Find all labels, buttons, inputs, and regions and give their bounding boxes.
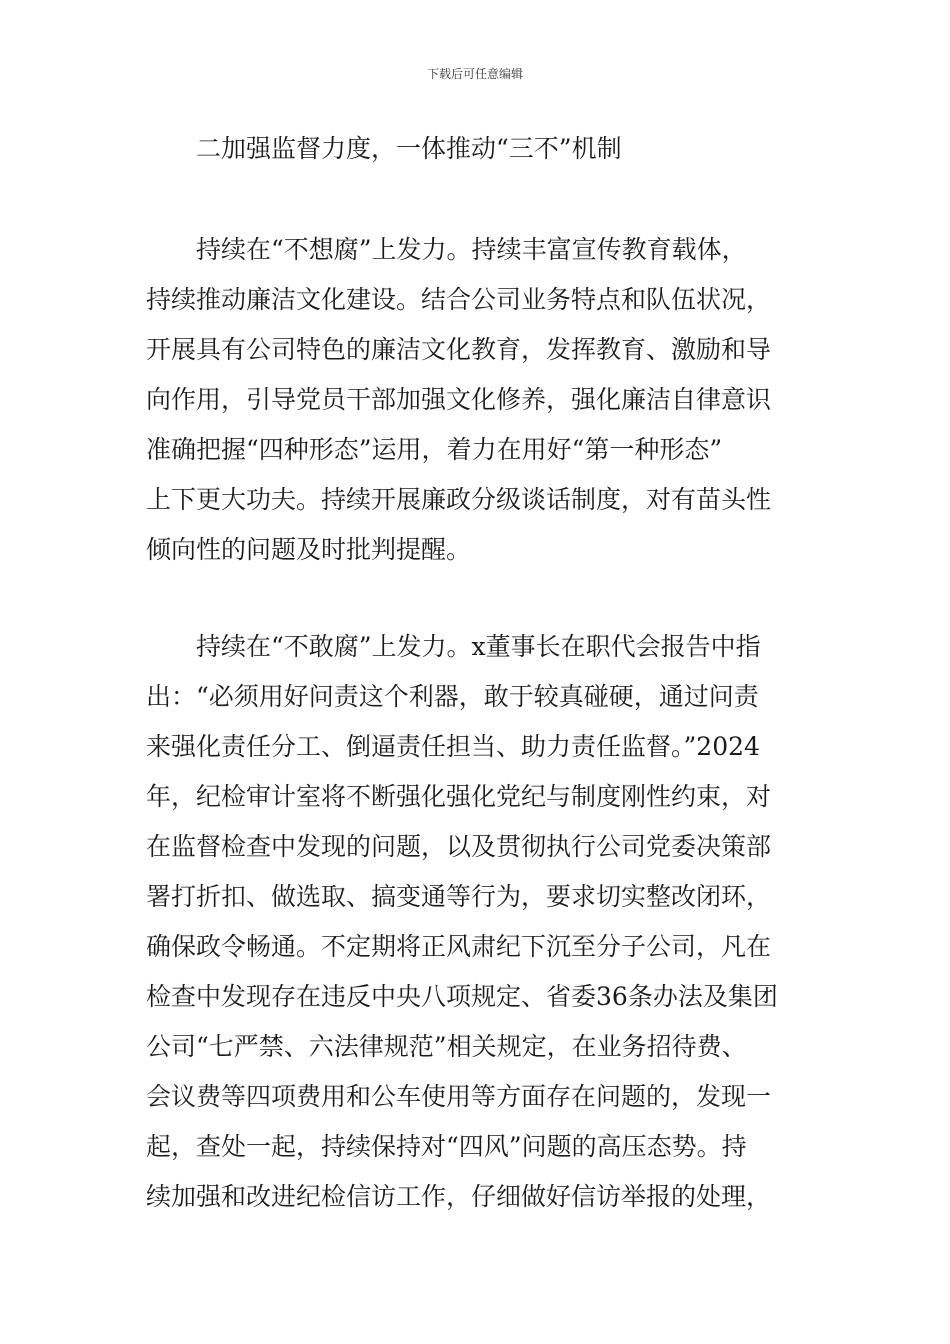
- paragraph-line: 会议费等四项费用和公车使用等方面存在问题的，发现一: [146, 1082, 772, 1111]
- paragraph-line: 出：“必须用好问责这个利器，敢于较真碰硬，通过问责: [146, 682, 759, 711]
- paragraph-line: 上下更大功夫。持续开展廉政分级谈话制度，对有苗头性: [146, 485, 772, 514]
- paragraph-line: 持续在“不敢腐”上发力。x董事长在职代会报告中指: [196, 632, 761, 661]
- section-heading: 二加强监督力度，一体推动“三不”机制: [196, 134, 622, 163]
- paragraph-line: 检查中发现存在违反中央八项规定、省委36条办法及集团: [146, 982, 778, 1011]
- paragraph-line: 持续在“不想腐”上发力。持续丰富宣传教育载体，: [196, 235, 747, 264]
- paragraph-line: 在监督检查中发现的问题，以及贯彻执行公司党委决策部: [146, 832, 772, 861]
- paragraph-line: 向作用，引导党员干部加强文化修养，强化廉洁自律意识: [146, 385, 772, 414]
- paragraph-line: 开展具有公司特色的廉洁文化教育，发挥教育、激励和导: [146, 335, 772, 364]
- paragraph-line: 公司“七严禁、六法律规范”相关规定，在业务招待费、: [146, 1032, 747, 1061]
- paragraph-line: 倾向性的问题及时批判提醒。: [146, 535, 472, 564]
- paragraph-line: 年，纪检审计室将不断强化强化党纪与制度刚性约束，对: [146, 782, 772, 811]
- page-header-note: 下载后可任意编辑: [426, 67, 523, 81]
- paragraph-line: 准确把握“四种形态”运用，着力在用好“第一种形态”: [146, 435, 723, 464]
- paragraph-line: 持续推动廉洁文化建设。结合公司业务特点和队伍状况，: [146, 285, 772, 314]
- paragraph-line: 署打折扣、做选取、搞变通等行为，要求切实整改闭环，: [146, 882, 772, 911]
- paragraph-line: 续加强和改进纪检信访工作，仔细做好信访举报的处理，: [146, 1182, 772, 1211]
- paragraph-line: 确保政令畅通。不定期将正风肃纪下沉至分子公司，凡在: [146, 932, 772, 961]
- paragraph-line: 来强化责任分工、倒逼责任担当、助力责任监督。”2024: [146, 732, 760, 761]
- paragraph-no-dare-corruption: [146, 622, 778, 1222]
- paragraph-line: 起，查处一起，持续保持对“四风”问题的高压态势。持: [146, 1132, 747, 1161]
- paragraph-no-desire-corruption: [146, 225, 771, 575]
